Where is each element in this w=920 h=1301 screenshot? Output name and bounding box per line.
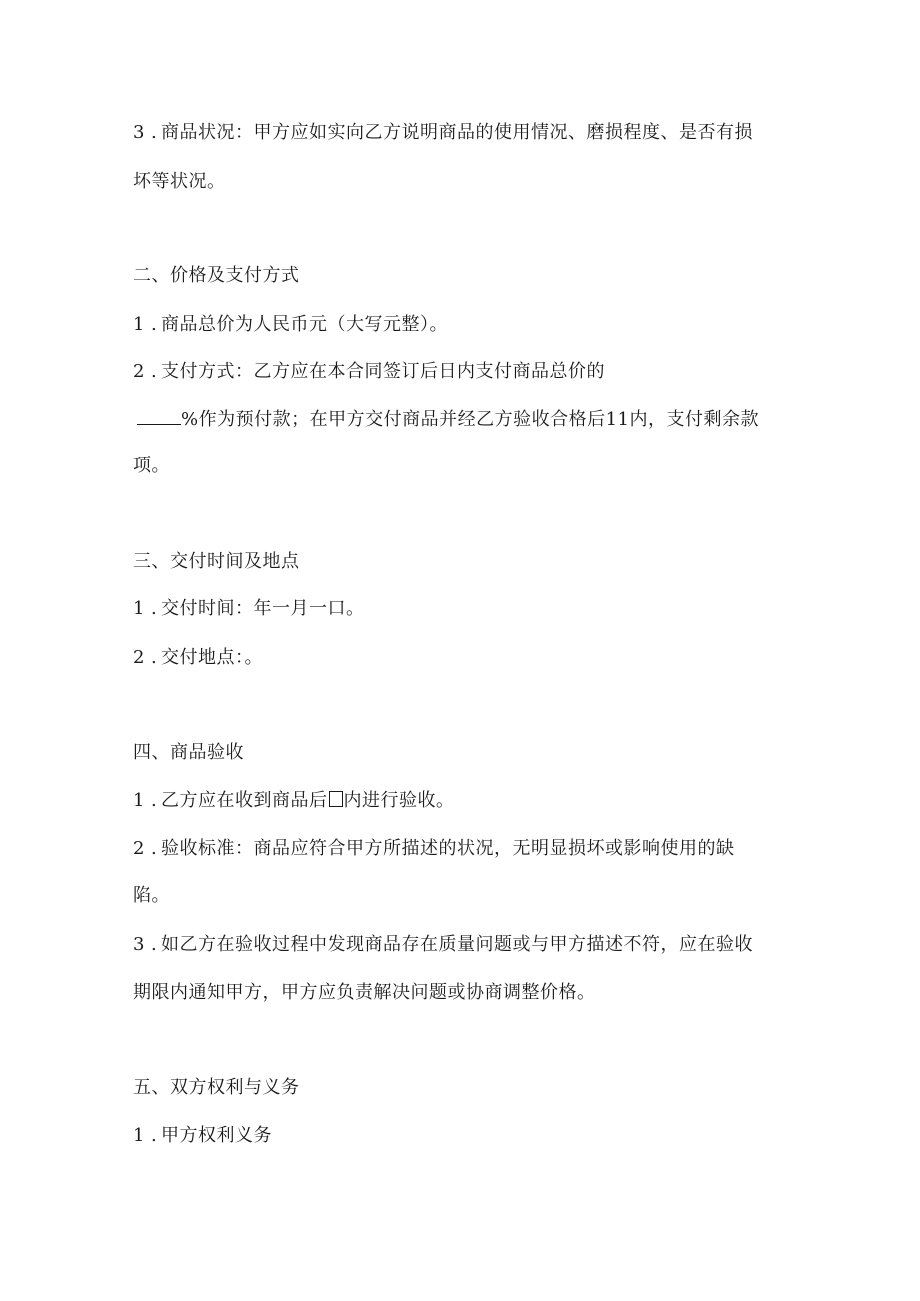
item-number: 1 [133,598,145,619]
item-text: 坏等状况。 [133,171,226,192]
item-text: 商品状况：甲方应如实向乙方说明商品的使用情况、磨损程度、是否有损 [161,122,753,143]
item-dot: . [151,598,158,619]
item-text: 如乙方在验收过程中发现商品存在质量问题或与甲方描述不符，应在验收 [161,934,753,955]
item-number: 3 [133,122,145,143]
item-dot: . [151,934,158,955]
item-text: 陷。 [133,885,170,906]
item-dot: . [151,361,158,382]
section2-item1 [133,313,448,337]
item-text: 验收标准：商品应符合甲方所描述的状况，无明显损坏或影响使用的缺 [161,838,735,859]
section2-item2-line2 [137,408,759,432]
section1-item3-line1 [133,121,753,145]
item-dot: . [151,314,158,335]
item-text: %作为预付款；在甲方交付商品并经乙方验收合格后11内，支付剩余款 [181,409,760,430]
item-text: 内进行验收。 [343,790,455,811]
section4-item2-line2 [133,884,170,908]
section4-heading: 四、商品验收 [133,742,244,763]
item-text: 乙方应在收到商品后 [161,790,328,811]
blank-underline [137,408,181,425]
blank-box [329,791,343,807]
item-text: 甲方权利义务 [161,1125,272,1146]
section2-item2-line3 [133,454,170,478]
item-text: 项。 [133,455,170,476]
section4-item2-line1 [133,837,735,861]
section2-item2-line1 [133,360,605,384]
item-text: 支付方式：乙方应在本合同签订后日内支付商品总价的 [161,361,605,382]
section5-item1 [133,1124,272,1148]
section4-item3-line2 [133,981,596,1005]
item-dot: . [151,122,158,143]
item-number: 1 [133,314,145,335]
item-text: 交付地点：。 [161,647,263,668]
item-dot: . [151,838,158,859]
item-number: 2 [133,838,145,859]
item-dot: . [151,790,158,811]
item-dot: . [151,1125,158,1146]
section3-heading: 三、交付时间及地点 [133,551,300,572]
section4-item3-line1 [133,933,753,957]
section3-item1 [133,597,365,621]
item-text: 商品总价为人民币元（大写元整）。 [161,314,448,335]
item-number: 2 [133,647,145,668]
item-dot: . [151,647,158,668]
item-number: 1 [133,790,145,811]
item-text: 交付时间：年一月一口。 [161,598,365,619]
section4-item1 [133,789,455,813]
section3-item2 [133,646,263,670]
item-number: 1 [133,1125,145,1146]
section5-heading: 五、双方权利与义务 [133,1077,300,1098]
item-number: 3 [133,934,145,955]
item-number: 2 [133,361,145,382]
item-text: 期限内通知甲方，甲方应负责解决问题或协商调整价格。 [133,982,596,1003]
section1-item3-line2 [133,170,226,194]
section2-heading: 二、价格及支付方式 [133,265,300,286]
